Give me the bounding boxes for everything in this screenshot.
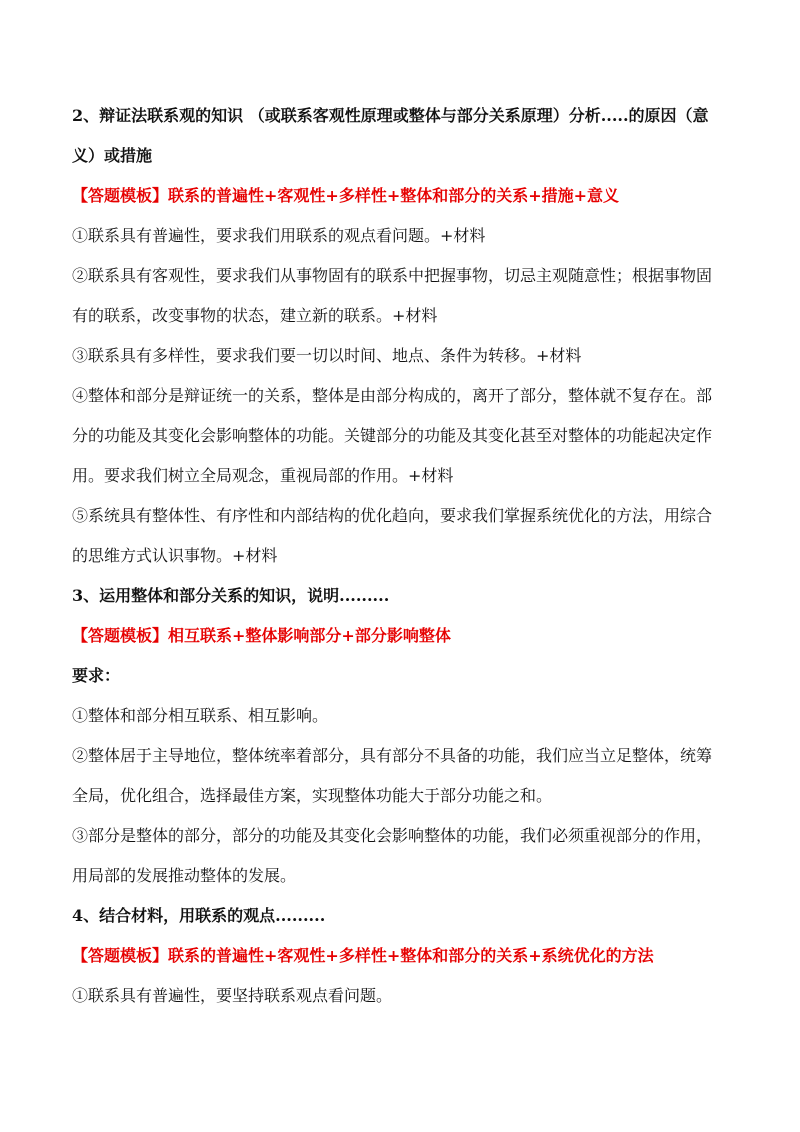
section-2-point-3 [72,336,732,376]
point-line: 全局，优化组合，选择最佳方案，实现整体功能大于部分功能之和。 [72,786,553,805]
point-line: ③部分是整体的部分，部分的功能及其变化会影响整体的功能，我们必须重视部分的作用， [72,826,713,845]
section-2 [72,96,732,576]
section-3-point-3 [72,816,732,896]
section-2-point-4 [72,376,732,496]
point-line: 用。要求我们树立全局观念，重视局部的作用。+材料 [72,466,454,485]
point-line: ⑤系统具有整体性、有序性和内部结构的优化趋向，要求我们掌握系统优化的方法，用综合 [72,506,713,525]
point-line: ④整体和部分是辩证统一的关系，整体是由部分构成的，离开了部分，整体就不复存在。部 [72,386,713,405]
section-4-answer-template: 【答题模板】联系的普遍性+客观性+多样性+整体和部分的关系+系统优化的方法 [72,946,654,965]
point-line: ③联系具有多样性，要求我们要一切以时间、地点、条件为转移。+材料 [72,346,582,365]
section-3-point-1 [72,696,732,736]
section-3-requirement-label: 要求： [72,666,121,685]
section-2-answer-template: 【答题模板】联系的普遍性+客观性+多样性+整体和部分的关系+措施+意义 [72,186,620,205]
section-3 [72,576,732,896]
section-3-point-2 [72,736,732,816]
document-page [72,96,732,1016]
point-line: 分的功能及其变化会影响整体的功能。关键部分的功能及其变化甚至对整体的功能起决定作 [72,426,713,445]
section-2-point-2 [72,256,732,336]
point-line: ①整体和部分相互联系、相互影响。 [72,706,329,725]
point-line: 的思维方式认识事物。+材料 [72,546,278,565]
section-4 [72,896,732,1016]
point-line: ①联系具有普遍性，要坚持联系观点看问题。 [72,986,393,1005]
section-3-heading: 3、运用整体和部分关系的知识，说明......... [72,586,390,605]
point-line: ①联系具有普遍性，要求我们用联系的观点看问题。+材料 [72,226,486,245]
point-line: ②整体居于主导地位，整体统率着部分，具有部分不具备的功能，我们应当立足整体，统筹 [72,746,713,765]
section-4-heading: 4、结合材料，用联系的观点......... [72,906,326,925]
section-4-point-1 [72,976,732,1016]
section-2-point-5 [72,496,732,576]
section-2-heading-line-1: 2、辩证法联系观的知识 （或联系客观性原理或整体与部分关系原理）分析.....的原因（意 [72,106,709,125]
point-line: 有的联系，改变事物的状态，建立新的联系。+材料 [72,306,438,325]
point-line: ②联系具有客观性，要求我们从事物固有的联系中把握事物，切忌主观随意性；根据事物固 [72,266,713,285]
section-2-point-1 [72,216,732,256]
section-2-heading-line-2: 义）或措施 [72,146,153,165]
point-line: 用局部的发展推动整体的发展。 [72,866,297,885]
section-3-answer-template: 【答题模板】相互联系+整体影响部分+部分影响整体 [72,626,451,645]
